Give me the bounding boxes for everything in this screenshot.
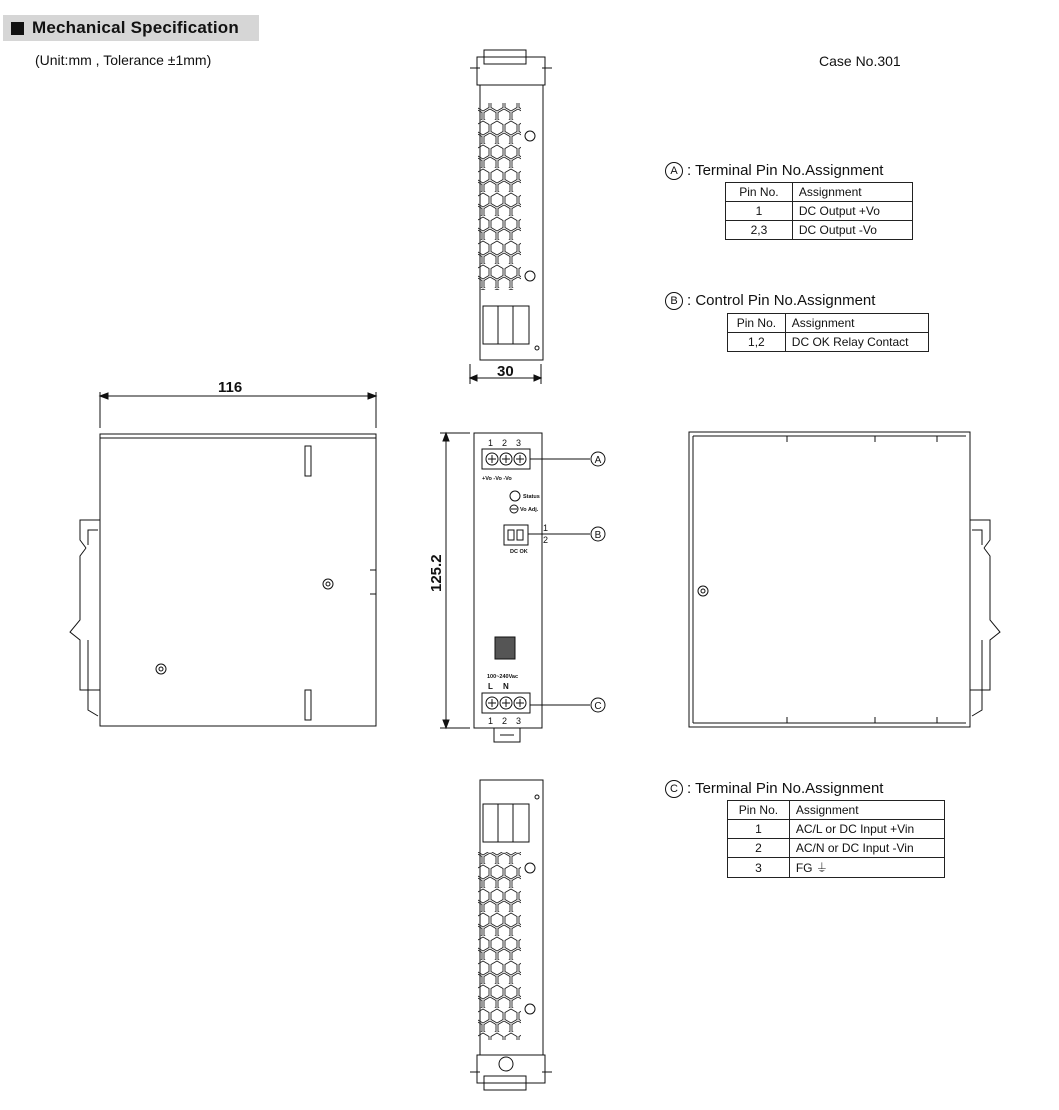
circle-letter-b: B	[665, 292, 683, 310]
top-view	[470, 50, 552, 360]
dc-ok-label: DC OK	[510, 549, 528, 555]
table-b-title: B : Control Pin No.Assignment	[665, 292, 875, 310]
bottom-pin-1: 1	[488, 716, 494, 726]
bottom-pin-2: 2	[502, 716, 508, 726]
table-a-title: A : Terminal Pin No.Assignment	[665, 162, 883, 180]
input-letter-n: N	[503, 682, 509, 691]
callout-c: C	[594, 701, 602, 712]
circle-letter-a: A	[665, 162, 683, 180]
input-voltage-label: 100~240Vac	[487, 674, 519, 680]
status-label: Status	[523, 494, 540, 500]
table-header: Pin No.	[728, 314, 786, 333]
vo-adj-label: Vo Adj.	[520, 507, 539, 513]
table-header: Assignment	[789, 801, 944, 820]
circle-letter-c: C	[665, 780, 683, 798]
top-pin-2: 2	[502, 438, 508, 448]
section-title: Mechanical Specification	[32, 18, 239, 37]
side-view-left	[70, 392, 376, 726]
callout-a: A	[594, 455, 602, 466]
table-b	[727, 313, 929, 352]
table-header: Assignment	[792, 183, 912, 202]
side-view-right	[689, 432, 1000, 727]
table-c	[727, 800, 945, 878]
dim-depth: 30	[497, 363, 514, 380]
table-row: 2 AC/N or DC Input -Vin	[728, 839, 945, 858]
table-a	[725, 182, 913, 240]
top-pin-3: 3	[516, 438, 522, 448]
table-row: 1,2 DC OK Relay Contact	[728, 333, 929, 352]
table-row: 1 DC Output +Vo	[726, 202, 913, 221]
table-header: Pin No.	[726, 183, 793, 202]
top-signals: +Vo -Vo -Vo	[482, 476, 512, 482]
table-row: 2,3 DC Output -Vo	[726, 221, 913, 240]
input-letter-l: L	[488, 682, 493, 691]
table-row: 3 FG ⏚	[728, 858, 945, 878]
dc-ok-pin-2: 2	[543, 535, 549, 545]
top-pin-1: 1	[488, 438, 494, 448]
table-header: Pin No.	[728, 801, 790, 820]
dim-height: 125.2	[428, 554, 445, 592]
bottom-pin-3: 3	[516, 716, 522, 726]
bottom-view	[470, 780, 552, 1090]
dc-ok-pin-1: 1	[543, 523, 549, 533]
case-number: Case No.301	[819, 53, 901, 69]
table-header: Assignment	[785, 314, 928, 333]
table-row: 1 AC/L or DC Input +Vin	[728, 820, 945, 839]
callout-b: B	[594, 530, 602, 541]
unit-note: (Unit:mm , Tolerance ±1mm)	[35, 52, 212, 68]
table-c-title: C : Terminal Pin No.Assignment	[665, 780, 883, 798]
dim-width: 116	[218, 379, 243, 396]
